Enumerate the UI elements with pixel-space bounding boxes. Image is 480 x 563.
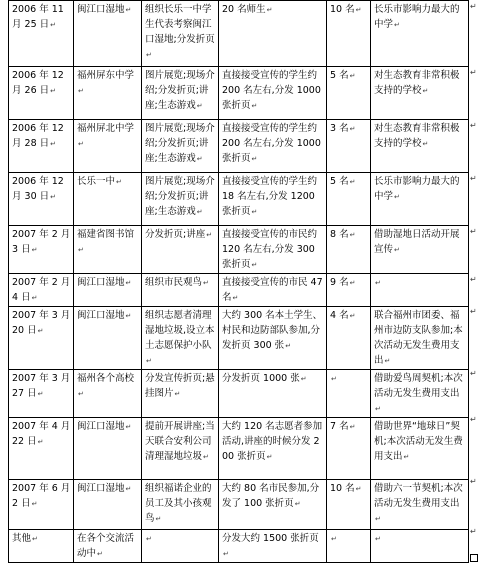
row-end-mark-icon: ↵: [470, 527, 477, 536]
paragraph-mark-icon: ↵: [146, 51, 152, 59]
cell-audience[interactable]: [219, 274, 327, 307]
cell-remark[interactable]: [371, 530, 469, 563]
cell-activity[interactable]: [142, 480, 219, 530]
paragraph-mark-icon: ↵: [97, 550, 103, 558]
paragraph-mark-icon: ↵: [375, 535, 381, 543]
cell-activity[interactable]: [142, 370, 219, 418]
place-text: 闽江口湿地: [77, 421, 125, 432]
audience-text: 分发大约 1500 张折页: [222, 533, 319, 544]
activity-text: 图片展览;现场介绍;分发折页;讲座;生态游戏: [145, 176, 215, 217]
paragraph-mark-icon: ↵: [196, 208, 203, 216]
place-text: 长乐一中: [77, 176, 116, 187]
cell-place[interactable]: [74, 480, 142, 530]
paragraph-mark-icon: ↵: [349, 178, 356, 186]
cell-audience[interactable]: [219, 307, 327, 370]
paragraph-mark-icon: ↵: [349, 423, 356, 431]
paragraph-mark-icon: ↵: [125, 485, 132, 493]
cell-activity[interactable]: [142, 274, 219, 307]
activity-text: 分发折页;讲座: [145, 229, 206, 240]
date-text: 2006 年 12 月 28 日: [12, 123, 64, 149]
paragraph-mark-icon: ↵: [375, 279, 381, 287]
paragraph-mark-icon: ↵: [375, 405, 381, 413]
people-text: 4 名: [330, 310, 349, 321]
paragraph-mark-icon: ↵: [349, 125, 356, 133]
activity-text: 组织长乐一中学生代表考察闽江口湿地;分发折页: [145, 4, 215, 45]
date-text: 2007 年 3 月 20 日: [12, 310, 71, 336]
cell-remark[interactable]: [371, 370, 469, 418]
cell-people[interactable]: [327, 173, 371, 226]
cell-date[interactable]: [9, 418, 74, 480]
table-row: [9, 120, 469, 173]
paragraph-mark-icon: ↵: [125, 279, 132, 287]
paragraph-mark-icon: ↵: [349, 279, 356, 287]
cell-people[interactable]: [327, 480, 371, 530]
cell-people[interactable]: [327, 418, 371, 480]
paragraph-mark-icon: ↵: [349, 231, 356, 239]
paragraph-mark-icon: ↵: [223, 550, 229, 558]
date-text: 2007 年 2 月 3 日: [12, 229, 71, 255]
paragraph-mark-icon: ↵: [155, 515, 162, 523]
table-row: [9, 67, 469, 120]
cell-place[interactable]: [74, 530, 142, 563]
paragraph-mark-icon: ↵: [37, 327, 44, 335]
cell-remark[interactable]: [371, 1, 469, 67]
cell-people[interactable]: [327, 67, 371, 120]
people-text: 10 名: [330, 483, 355, 494]
date-text: 2006 年 12 月 26 日: [12, 70, 64, 96]
paragraph-mark-icon: ↵: [394, 21, 400, 29]
paragraph-mark-icon: ↵: [266, 6, 273, 14]
paragraph-mark-icon: ↵: [206, 231, 213, 239]
table-body: [9, 1, 469, 563]
cell-audience[interactable]: [219, 1, 327, 67]
audience-text: 20 名师生: [222, 4, 266, 15]
cell-place[interactable]: [74, 274, 142, 307]
people-text: 9 名: [330, 277, 349, 288]
paragraph-mark-icon: ↵: [251, 102, 258, 110]
activity-text: 组织市民观鸟: [145, 277, 203, 288]
activity-text: 组织福诺企业的员工及其小孩观鸟: [145, 483, 212, 524]
place-text: 在各个交流活动中: [77, 533, 135, 559]
row-end-mark-icon: ↵: [470, 227, 477, 236]
remark-text: 长乐市影响力最大的中学: [374, 176, 460, 202]
paragraph-mark-icon: ↵: [50, 140, 57, 148]
cell-remark[interactable]: [371, 67, 469, 120]
date-text: 2007 年 4 月 22 日: [12, 421, 71, 447]
paragraph-mark-icon: ↵: [422, 140, 429, 148]
paragraph-mark-icon: ↵: [251, 261, 258, 269]
paragraph-mark-icon: ↵: [203, 453, 209, 461]
paragraph-mark-icon: ↵: [331, 535, 337, 543]
paragraph-mark-icon: ↵: [78, 390, 84, 398]
place-text: 福州屏北中学: [77, 123, 135, 134]
paragraph-mark-icon: ↵: [50, 21, 57, 29]
paragraph-mark-icon: ↵: [50, 87, 57, 95]
cell-people[interactable]: [327, 1, 371, 67]
date-text: 2007 年 3 月 27 日: [12, 373, 71, 399]
cell-people[interactable]: [327, 530, 371, 563]
table-row: [9, 1, 469, 67]
date-text: 2006 年 11 月 25 日: [12, 4, 64, 30]
table-row: [9, 480, 469, 530]
cell-people[interactable]: [327, 370, 371, 418]
row-end-mark-icon: ↵: [470, 369, 477, 378]
paragraph-mark-icon: ↵: [294, 500, 301, 508]
paragraph-mark-icon: ↵: [174, 390, 181, 398]
cell-remark[interactable]: [371, 480, 469, 530]
people-text: 5 名: [330, 70, 349, 81]
row-end-mark-icon: ↵: [470, 307, 477, 316]
date-text: 2007 年 2 月 4 日: [12, 277, 71, 303]
cell-remark[interactable]: [371, 418, 469, 480]
paragraph-mark-icon: ↵: [384, 357, 391, 365]
table-row: [9, 530, 469, 563]
place-text: 闽江口湿地: [77, 277, 125, 288]
row-end-mark-icon: ↵: [470, 68, 477, 77]
cell-people[interactable]: [327, 120, 371, 173]
paragraph-mark-icon: ↵: [331, 375, 337, 383]
place-text: 闽江口湿地: [77, 310, 125, 321]
paragraph-mark-icon: ↵: [196, 155, 203, 163]
cell-date[interactable]: [9, 226, 74, 274]
people-text: 7 名: [330, 421, 349, 432]
audience-text: 直接接受宣传的市民约 120 名左右,分发 300 张折页: [222, 229, 318, 270]
cell-date[interactable]: [9, 1, 74, 67]
place-text: 闽江口湿地: [77, 483, 125, 494]
table-resize-handle[interactable]: [470, 554, 478, 562]
cell-remark[interactable]: [371, 120, 469, 173]
paragraph-mark-icon: ↵: [349, 72, 356, 80]
cell-place[interactable]: [74, 173, 142, 226]
table-row: [9, 418, 469, 480]
cell-audience[interactable]: [219, 226, 327, 274]
cell-remark[interactable]: [371, 173, 469, 226]
paragraph-mark-icon: ↵: [196, 102, 203, 110]
cell-remark[interactable]: [371, 226, 469, 274]
cell-activity[interactable]: [142, 226, 219, 274]
paragraph-mark-icon: ↵: [146, 535, 152, 543]
paragraph-mark-icon: ↵: [116, 178, 122, 186]
cell-date[interactable]: [9, 307, 74, 370]
cell-audience[interactable]: [219, 418, 327, 480]
cell-place[interactable]: [74, 307, 142, 370]
paragraph-mark-icon: ↵: [78, 140, 84, 148]
cell-audience[interactable]: [219, 120, 327, 173]
remark-text: 长乐市影响力最大的中学: [374, 4, 460, 30]
paragraph-mark-icon: ↵: [203, 279, 209, 287]
table-row: [9, 173, 469, 226]
paragraph-mark-icon: ↵: [37, 390, 44, 398]
people-text: 8 名: [330, 229, 349, 240]
cell-people[interactable]: [327, 226, 371, 274]
people-text: 5 名: [330, 176, 349, 187]
cell-date[interactable]: [9, 274, 74, 307]
paragraph-mark-icon: ↵: [355, 6, 362, 14]
cell-audience[interactable]: [219, 173, 327, 226]
row-end-mark-icon: ↵: [470, 477, 477, 486]
remark-text: 借助六一节契机;本次活动无发生费用支出: [374, 483, 463, 509]
activity-text: 分发宣传折页;悬挂图片: [145, 373, 215, 399]
paragraph-mark-icon: ↵: [232, 294, 239, 302]
cell-date[interactable]: [9, 370, 74, 418]
table-row: [9, 226, 469, 274]
table-row: [9, 307, 469, 370]
paragraph-mark-icon: ↵: [285, 342, 292, 350]
cell-people[interactable]: [327, 274, 371, 307]
paragraph-mark-icon: ↵: [37, 438, 44, 446]
cell-activity[interactable]: [142, 418, 219, 480]
paragraph-mark-icon: ↵: [403, 453, 410, 461]
activity-text: 图片展览;现场介绍;分发折页;讲座;生态游戏: [145, 123, 215, 164]
cell-date[interactable]: [9, 67, 74, 120]
paragraph-mark-icon: ↵: [251, 155, 258, 163]
cell-date[interactable]: [9, 120, 74, 173]
paragraph-mark-icon: ↵: [422, 87, 429, 95]
remark-text: 借助湿地日活动开展宣传: [374, 229, 460, 255]
place-text: 福建省图书馆: [77, 229, 135, 240]
paragraph-mark-icon: ↵: [125, 6, 132, 14]
cell-place[interactable]: [74, 120, 142, 173]
paragraph-mark-icon: ↵: [78, 246, 84, 254]
table-row: [9, 370, 469, 418]
audience-text: 直接接受宣传的学生约 200 名左右,分发 1000 张折页: [222, 70, 321, 111]
paragraph-mark-icon: ↵: [78, 87, 84, 95]
row-end-mark-icon: ↵: [470, 174, 477, 183]
cell-place[interactable]: [74, 67, 142, 120]
cell-remark[interactable]: [371, 274, 469, 307]
date-text: 2006 年 12 月 30 日: [12, 176, 64, 202]
cell-people[interactable]: [327, 307, 371, 370]
cell-date[interactable]: [9, 530, 74, 563]
table-row: [9, 274, 469, 307]
paragraph-mark-icon: ↵: [355, 485, 362, 493]
cell-date[interactable]: [9, 173, 74, 226]
activity-table: [8, 0, 469, 563]
cell-remark[interactable]: [371, 307, 469, 370]
activity-text: 提前开展讲座;当天联合安利公司清理湿地垃圾: [145, 421, 215, 462]
cell-place[interactable]: [74, 418, 142, 480]
cell-place[interactable]: [74, 1, 142, 67]
people-text: 10 名: [330, 4, 355, 15]
row-end-mark-icon: ↵: [470, 2, 477, 11]
remark-text: 借助世界“地球日”契机;本次活动无发生费用支出: [374, 421, 463, 462]
paragraph-mark-icon: ↵: [31, 246, 38, 254]
people-text: 3 名: [330, 123, 349, 134]
paragraph-mark-icon: ↵: [125, 312, 132, 320]
paragraph-mark-icon: ↵: [266, 453, 273, 461]
place-text: 福州各个高校: [77, 373, 135, 384]
row-end-mark-icon: ↵: [470, 121, 477, 130]
paragraph-mark-icon: ↵: [125, 423, 132, 431]
remark-text: 联合福州市团委、福州市边防支队参加;本次活动无发生费用支出: [374, 310, 463, 366]
audience-text: 大约 120 名志愿者参加活动,讲座的时候分发 200 张折页: [222, 421, 323, 462]
paragraph-mark-icon: ↵: [31, 500, 38, 508]
paragraph-mark-icon: ↵: [394, 193, 400, 201]
paragraph-mark-icon: ↵: [300, 375, 307, 383]
paragraph-mark-icon: ↵: [31, 294, 38, 302]
cell-activity[interactable]: [142, 67, 219, 120]
cell-activity[interactable]: [142, 530, 219, 563]
place-text: 闽江口湿地: [77, 4, 125, 15]
audience-text: 大约 300 名本土学生、村民和边防部队参加,分发折页 300 张: [222, 310, 323, 351]
audience-text: 大约 80 名市民参加,分发了 100 张折页: [222, 483, 320, 509]
activity-text: 组织志愿者清理湿地垃圾,设立本土志愿保护小队: [145, 310, 215, 351]
audience-text: 直接接受宣传的市民 47 名: [222, 277, 323, 303]
cell-date[interactable]: [9, 480, 74, 530]
paragraph-mark-icon: ↵: [394, 246, 400, 254]
cell-place[interactable]: [74, 370, 142, 418]
paragraph-mark-icon: ↵: [375, 515, 381, 523]
cell-audience[interactable]: [219, 480, 327, 530]
activity-text: 图片展览;现场介绍;分发折页;讲座;生态游戏: [145, 70, 215, 111]
remark-text: 对生态教育非常积极支持的学校: [374, 123, 460, 149]
audience-text: 分发折页 1000 张: [222, 373, 300, 384]
date-text: 2007 年 6 月 2 日: [12, 483, 71, 509]
cell-audience[interactable]: [219, 67, 327, 120]
remark-text: 对生态教育非常积极支持的学校: [374, 70, 460, 96]
date-text: 其他: [12, 533, 32, 544]
paragraph-mark-icon: ↵: [349, 312, 356, 320]
cell-activity[interactable]: [142, 173, 219, 226]
audience-text: 直接接受宣传的学生约 18 名左右,分发 1200 张折页: [222, 176, 318, 217]
row-end-mark-icon: ↵: [470, 275, 477, 284]
paragraph-mark-icon: ↵: [146, 357, 152, 365]
paragraph-mark-icon: ↵: [32, 535, 38, 543]
cell-activity[interactable]: [142, 1, 219, 67]
cell-activity[interactable]: [142, 307, 219, 370]
place-text: 福州屏东中学: [77, 70, 135, 81]
cell-audience[interactable]: [219, 530, 327, 563]
cell-audience[interactable]: [219, 370, 327, 418]
paragraph-mark-icon: ↵: [251, 208, 258, 216]
paragraph-mark-icon: ↵: [50, 193, 57, 201]
cell-place[interactable]: [74, 226, 142, 274]
audience-text: 直接接受宣传的学生约 200 名左右,分发 1000 张折页: [222, 123, 321, 164]
cell-activity[interactable]: [142, 120, 219, 173]
row-end-mark-icon: ↵: [470, 415, 477, 424]
remark-text: 借助爱鸟周契机;本次活动无发生费用支出: [374, 373, 463, 399]
